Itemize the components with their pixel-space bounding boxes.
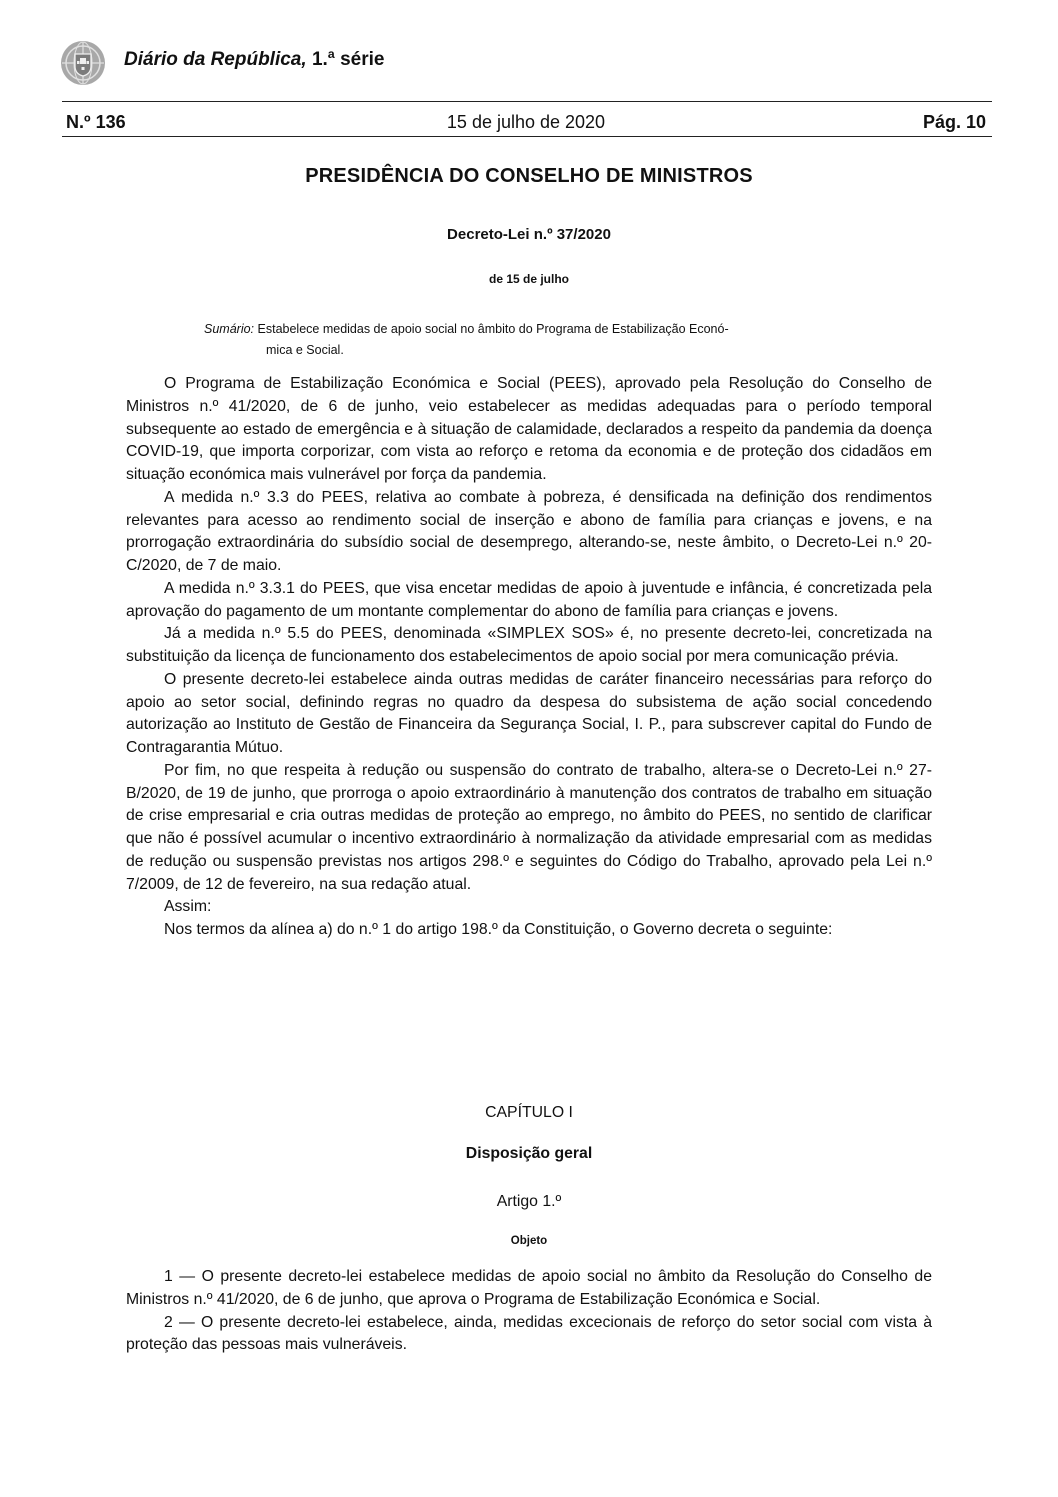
- article-body: [126, 1266, 932, 1357]
- chapter-title: Disposição geral: [465, 1145, 593, 1162]
- article-paragraph: 2 — O presente decreto-lei estabelece, ainda, medidas excecionais de reforço do setor social com vista à proteção das pessoas mais vulneráveis.: [126, 1313, 932, 1354]
- page-number: Pág. 10: [922, 112, 986, 132]
- issue-header: [66, 112, 986, 136]
- summary-label: Sumário:: [204, 322, 255, 336]
- decree-title: Decreto-Lei n.º 37/2020: [447, 226, 611, 243]
- preamble-paragraph: Por fim, no que respeita à redução ou suspensão do contrato de trabalho, altera-se o Decreto-Lei n.º 27-B/2020, de 19 de junho, que prorroga o apoio extraordinário à manutenção dos contratos de trabalho em situação de crise empresarial e cria outras medidas de proteção ao emprego, no âmbito do PEES, no sentido de clarificar que não é possível acumular o incentivo extraordinário à normalização da atividade empresarial com as medidas de redução ou suspensão previstas nos artigos 298.º e seguintes do Código do Trabalho, aprovado pela Lei n.º 7/2009, de 12 de fevereiro, na sua redação atual.: [126, 761, 932, 893]
- preamble-paragraph: Já a medida n.º 5.5 do PEES, denominada «SIMPLEX SOS» é, no presente decreto-lei, concretizada na substituição da licença de funcionamento dos estabelecimentos de apoio social por mera comunicação prévia.: [126, 625, 932, 665]
- chapter-label: CAPÍTULO I: [485, 1104, 573, 1121]
- publication-serie: 1.ª série: [311, 49, 385, 70]
- header-top-rule: [62, 101, 992, 102]
- preamble-paragraph: A medida n.º 3.3.1 do PEES, que visa encetar medidas de apoio à juventude e infância, é concretizada pela aprovação do pagamento de um montante complementar do abono de família para crianças e jovens.: [126, 579, 932, 620]
- preamble-paragraph: A medida n.º 3.3 do PEES, relativa ao combate à pobreza, é densificada na definição dos rendimentos relevantes para acesso ao rendimento social de inserção e abono de família para crianças e jovens, e na prorrogação extraordinária do subsídio social de desemprego, alterando-se, neste âmbito, o Decreto-Lei n.º 20-C/2020, de 7 de maio.: [126, 488, 932, 574]
- article-label: Artigo 1.º: [496, 1193, 562, 1210]
- header-bottom-rule: [62, 136, 992, 137]
- ministry-heading: PRESIDÊNCIA DO CONSELHO DE MINISTROS: [305, 165, 753, 187]
- decree-date: de 15 de julho: [488, 272, 569, 286]
- article-paragraph: 1 — O presente decreto-lei estabelece medidas de apoio social no âmbito da Resolução do Conselho de Ministros n.º 41/2020, de 6 de junho, que aprova o Programa de Estabilização Económica e Social.: [126, 1268, 932, 1308]
- summary-text-continued: mica e Social.: [266, 343, 344, 357]
- publication-name: Diário da República,: [124, 49, 307, 70]
- preamble-paragraph: Assim:: [164, 898, 212, 916]
- article-title: Objeto: [510, 1235, 548, 1247]
- publication-title: [124, 49, 384, 71]
- preamble: [126, 373, 932, 942]
- preamble-paragraph: O Programa de Estabilização Económica e Social (PEES), aprovado pela Resolução do Conselho de Ministros n.º 41/2020, de 6 de junho, veio estabelecer as medidas adequadas para o período temporal subsequente ao estado de emergência e à situação de calamidade, declarados a respeito da pandemia da doença COVID-19, que importa corporizar, com vista ao reforço e retoma da economia e de proteção dos cidadãos em situação económica mais vulnerável por força da pandemia.: [126, 375, 932, 483]
- republic-emblem-icon: [60, 40, 106, 86]
- summary-text: Estabelece medidas de apoio social no âmbito do Programa de Estabilização Econó-: [257, 322, 729, 336]
- preamble-paragraph: Nos termos da alínea a) do n.º 1 do artigo 198.º da Constituição, o Governo decreta o seguinte:: [164, 921, 833, 938]
- issue-number: N.º 136: [66, 112, 126, 132]
- preamble-paragraph: O presente decreto-lei estabelece ainda outras medidas de caráter financeiro necessárias para reforço do apoio ao setor social, definindo regras no quadro da despesa do subsistema de ação social concedendo autorização ao Instituto de Gestão de Financeira da Segurança Social, I. P., para subscrever capital do Fundo de Contragarantia Mútuo.: [126, 670, 932, 756]
- summary: [204, 319, 854, 361]
- issue-date: 15 de julho de 2020: [446, 112, 606, 132]
